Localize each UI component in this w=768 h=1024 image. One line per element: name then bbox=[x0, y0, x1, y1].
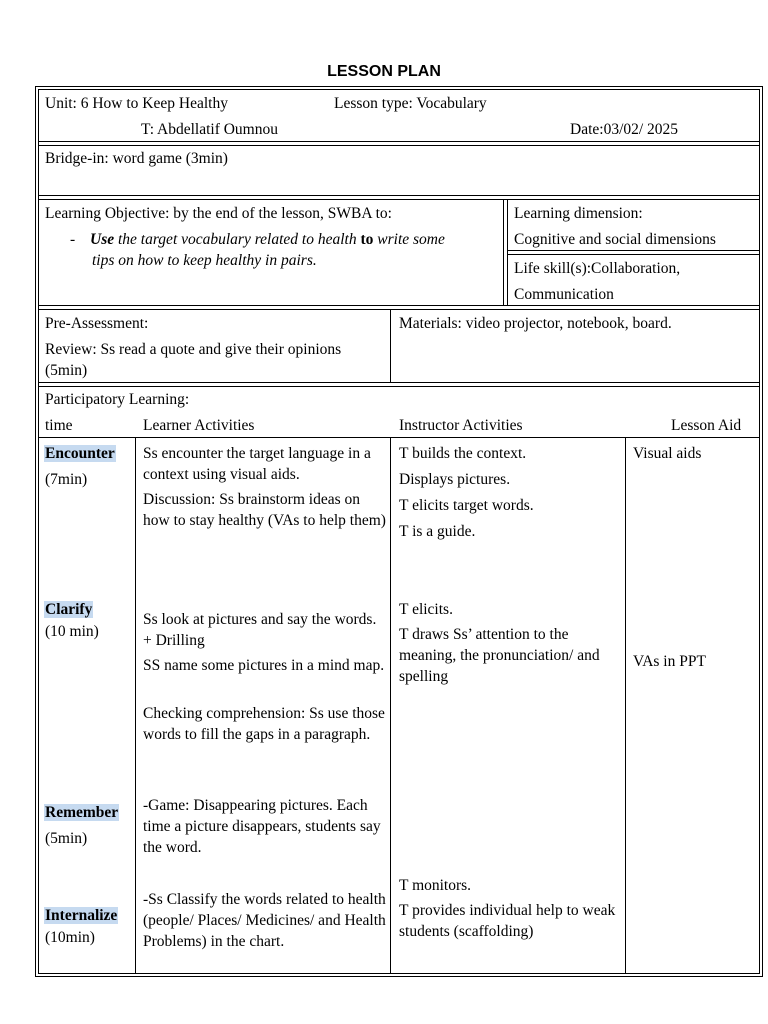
unit-label: Unit: 6 How to Keep Healthy bbox=[45, 95, 228, 112]
stage-internalize bbox=[44, 906, 118, 925]
date-label: Date:03/02/ 2025 bbox=[570, 121, 679, 138]
lesson-aid: Visual aids bbox=[633, 445, 702, 462]
stage-clarify bbox=[44, 600, 93, 619]
lesson-aid: VAs in PPT bbox=[633, 653, 706, 670]
table-rule bbox=[38, 145, 760, 146]
dimension-value: Cognitive and social dimensions bbox=[514, 231, 716, 248]
stage-name: Internalize bbox=[45, 907, 118, 924]
stage-remember bbox=[44, 803, 119, 822]
table-rule bbox=[38, 382, 760, 383]
stage-time: (7min) bbox=[45, 471, 88, 488]
table-rule bbox=[390, 437, 391, 973]
stage-time: (10 min) bbox=[45, 623, 99, 640]
instructor-activity: T elicits target words. bbox=[399, 497, 534, 514]
life-skills-line1: Life skill(s):Collaboration, bbox=[514, 260, 681, 277]
table-rule bbox=[625, 437, 626, 973]
table-rule bbox=[390, 309, 391, 382]
column-header-aid: Lesson Aid bbox=[671, 417, 742, 434]
instructor-activity: T elicits. bbox=[399, 601, 453, 618]
table-rule bbox=[38, 305, 760, 306]
table-rule bbox=[507, 250, 760, 251]
objective-bullet: - bbox=[70, 231, 76, 248]
bridge-in-text: Bridge-in: word game (3min) bbox=[45, 150, 228, 167]
column-header-time: time bbox=[45, 417, 73, 434]
column-header-learner: Learner Activities bbox=[143, 417, 255, 434]
instructor-activity: Displays pictures. bbox=[399, 471, 511, 488]
objective-use: Use bbox=[90, 231, 115, 248]
instructor-activity: T builds the context. bbox=[399, 445, 527, 462]
materials-text: Materials: video projector, notebook, board. bbox=[399, 315, 672, 332]
instructor-activity: T draws Ss’ attention to the meaning, the pronunciation/ and spelling bbox=[399, 626, 600, 685]
objective-text bbox=[90, 230, 445, 249]
lesson-type-label: Lesson type: Vocabulary bbox=[334, 95, 487, 112]
learner-activity: -Game: Disappearing pictures. Each time a picture disappears, students say the word. bbox=[143, 797, 381, 856]
table-rule bbox=[507, 199, 508, 305]
objective-part2: write some bbox=[373, 231, 445, 248]
stage-time: (10min) bbox=[45, 929, 95, 946]
pre-assessment-review: Review: Ss read a quote and give their opinions (5min) bbox=[45, 341, 342, 379]
table-rule bbox=[38, 309, 760, 310]
teacher-label: T: Abdellatif Oumnou bbox=[141, 121, 278, 138]
table-rule bbox=[38, 89, 760, 90]
table-rule bbox=[38, 973, 760, 974]
objective-part1: the target vocabulary related to health bbox=[114, 231, 361, 248]
table-rule bbox=[38, 141, 760, 142]
instructor-activity: T is a guide. bbox=[399, 523, 476, 540]
learner-activity: SS name some pictures in a mind map. bbox=[143, 657, 385, 674]
learner-activity: Discussion: Ss brainstorm ideas on how to stay healthy (VAs to help them) bbox=[143, 491, 386, 529]
objective-to: to bbox=[360, 231, 374, 248]
table-rule bbox=[38, 386, 760, 387]
table-rule bbox=[38, 199, 760, 200]
dimension-label: Learning dimension: bbox=[514, 205, 643, 222]
table-rule bbox=[135, 437, 136, 973]
column-header-instructor: Instructor Activities bbox=[399, 417, 523, 434]
objective-line2: tips on how to keep healthy in pairs. bbox=[92, 252, 317, 269]
pre-assessment-heading: Pre-Assessment: bbox=[45, 315, 149, 332]
table-rule bbox=[503, 199, 504, 305]
participatory-heading: Participatory Learning: bbox=[45, 391, 190, 408]
table-rule bbox=[759, 89, 760, 973]
objective-heading: Learning Objective: by the end of the lesson, SWBA to: bbox=[45, 205, 392, 222]
stage-name: Remember bbox=[45, 804, 119, 821]
learner-activity: -Ss Classify the words related to health (people/ Places/ Medicines/ and Health Problems) in the chart. bbox=[143, 891, 386, 950]
learner-activity: Checking comprehension: Ss use those words to fill the gaps in a paragraph. bbox=[143, 705, 385, 743]
stage-encounter bbox=[44, 444, 116, 463]
learner-activity: Ss encounter the target language in a context using visual aids. bbox=[143, 445, 371, 483]
instructor-activity: T monitors. bbox=[399, 877, 472, 894]
stage-name: Clarify bbox=[45, 601, 93, 618]
life-skills-line2: Communication bbox=[514, 286, 614, 303]
stage-time: (5min) bbox=[45, 830, 88, 847]
stage-name: Encounter bbox=[45, 445, 115, 462]
table-rule bbox=[38, 437, 760, 438]
instructor-activity: T provides individual help to weak students (scaffolding) bbox=[399, 902, 616, 940]
table-rule bbox=[38, 89, 39, 973]
learner-activity: Ss look at pictures and say the words. + Drilling bbox=[143, 611, 377, 649]
document-title: LESSON PLAN bbox=[327, 63, 441, 80]
table-rule bbox=[38, 195, 760, 196]
table-rule bbox=[507, 254, 760, 255]
